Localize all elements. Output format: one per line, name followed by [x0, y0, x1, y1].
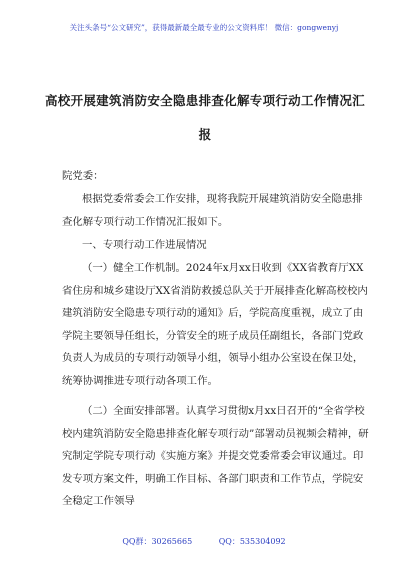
salutation — [62, 165, 370, 188]
paragraph-item-2 — [62, 400, 370, 513]
intro-paragraph — [62, 188, 370, 233]
section-heading-text: 一、专项行动工作进展情况 — [82, 239, 207, 251]
document-title-line-1: 高校开展建筑消防安全隐患排查化解专项行动工作情况汇 — [44, 93, 365, 108]
section-heading — [62, 234, 370, 257]
salutation-text: 院党委： — [62, 170, 104, 182]
item-2-text: （二）全面安排部署。认真学习贯彻x月xx日召开的“全省学校校内建筑消防安全隐患排查化解专项行动”部署动员视频会精神，研究制定学院专项行动《实施方案》并提交党委常委会审议通过。印发专项方案文件，明确工作目标、各部门职责和工作节点，学院安全稳定工作领导 — [62, 405, 369, 508]
footer-qq: QQ：535304092 — [218, 537, 286, 546]
footer-contact — [0, 536, 408, 547]
intro-text: 根据党委常委会工作安排，现将我院开展建筑消防安全隐患排查化解专项行动工作情况汇报如下。 — [62, 193, 363, 228]
document-title-line-2: 报 — [198, 127, 212, 142]
paragraph-item-1 — [62, 257, 370, 393]
footer-qq-group: QQ群：30265665 — [122, 537, 193, 546]
item-1-text: （一）健全工作机制。2024年x月xx日收到《XX省教育厅XX省住房和城乡建设厅XX省消防救援总队关于开展排查化解高校校内建筑消防安全隐患专项行动的通知》后，学院高度重视，成立了由学院主要领导任组长，分管安全的班子成员任副组长，各部门党政负责人为成员的专项行动领导小组，领导小组办公室设在保卫处，统筹协调推进专项行动各项工作。 — [62, 262, 368, 387]
header-banner: 关注头条号“公文研究”，获得最新最全最专业的公文资料库！ 微信：gongwenyj — [69, 23, 339, 32]
